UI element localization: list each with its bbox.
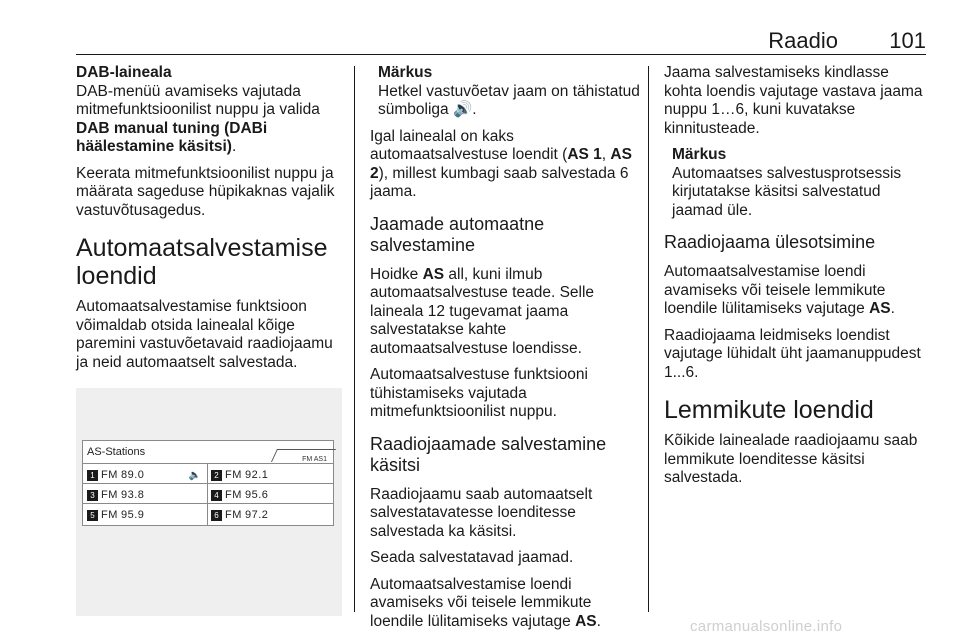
page-header [76, 28, 926, 54]
paragraph-cancel: Automaatsalvestuse funktsiooni tühistamiseks vajutada mitmefunktsioonilist nuppu. [370, 366, 588, 420]
note-text-end: . [472, 101, 477, 118]
page-number: 101 [889, 28, 926, 53]
p2-end: . [890, 300, 895, 317]
heading-favourite-lists: Lemmikute loendid [664, 396, 874, 424]
paragraph-manual-2: Seada salvestatavad jaamad. [370, 549, 574, 566]
note-box-1 [378, 64, 640, 120]
note-text-body: Hetkel vastuvõetav jaam on tähistatud sümboliga [378, 82, 640, 118]
dab-paragraph-1 [76, 83, 342, 157]
p6-end: . [596, 612, 601, 630]
header-rule [76, 54, 926, 55]
station-frequency: 93.8 [120, 489, 145, 501]
station-frequency: 95.6 [244, 489, 269, 501]
heading-station-retrieval: Raadiojaama ülesotsimine [664, 232, 876, 252]
paragraph-as-lists [370, 128, 640, 202]
station-band: FM [101, 469, 118, 481]
note-title: Märkus [672, 146, 727, 163]
preset-number: 6 [211, 510, 222, 521]
speaker-icon: 🔊 [452, 101, 473, 118]
note-box-2 [672, 146, 930, 220]
dab-heading: DAB-laineala [76, 64, 172, 81]
station-preset-5[interactable] [87, 506, 205, 524]
station-preset-6[interactable] [211, 506, 329, 524]
screen-title: AS-Stations [87, 446, 146, 458]
preset-number: 4 [211, 490, 222, 501]
station-band: FM [225, 469, 242, 481]
p1-text: Igal lainealal on kaks automaatsalvestuse loendit ( [370, 127, 568, 163]
preset-number: 5 [87, 510, 98, 521]
note-text [378, 83, 640, 120]
as-label: AS [869, 300, 891, 317]
p2-text: Automaatsalvestamise loendi avamiseks või teisele lemmikute loendile lülitamiseks vajutage [664, 263, 886, 317]
as-stations-screen [82, 440, 334, 526]
station-frequency: 97.2 [244, 509, 269, 521]
station-preset-4[interactable] [211, 486, 329, 504]
column-3 [664, 64, 930, 496]
screen-tab-label: FM AS1 [302, 456, 327, 463]
note-text: Automaatses salvestusprotsessis kirjutatakse käsitsi salvestatud jaamad üle. [672, 164, 902, 219]
preset-number: 3 [87, 490, 98, 501]
paragraph-retrieval-2: Raadiojaama leidmiseks loendist vajutage lühidalt üht jaamanuppudest 1...6. [664, 326, 921, 381]
p2-end: all, kuni ilmub automaatsalvestuse teade. Selle laineala 12 tugevamat jaama salvestatakse kahte automaatsalvestuse loendisse. [370, 265, 595, 357]
station-frequency: 89.0 [120, 469, 145, 481]
dab-manual-tuning-label: DAB manual tuning (DABi häälestamine käsitsi) [76, 119, 268, 155]
column-2 [370, 64, 640, 639]
station-preset-3[interactable] [87, 486, 205, 504]
column-1 [76, 64, 342, 616]
grid-line [83, 463, 333, 464]
station-preset-2[interactable] [211, 466, 329, 484]
paragraph-favourites: Kõikide lainealade raadiojaamu saab lemmikute loenditesse käsitsi salvestada. [664, 432, 918, 486]
heading-manual-storing: Raadiojaamade salvestamine käsitsi [370, 433, 607, 475]
p6-text: Automaatsalvestamise loendi avamiseks või teisele lemmikute loendile lülitamiseks vajutage [370, 575, 592, 630]
as-label: AS [575, 612, 597, 630]
speaker-icon: 🔈 [188, 470, 201, 481]
dab-p1-text: DAB-menüü avamiseks vajutada mitmefunktsioonilist nuppu ja valida [76, 82, 320, 118]
column-divider-2 [648, 66, 649, 612]
as-stations-figure [76, 388, 342, 616]
paragraph-store-position: Jaama salvestamiseks kindlasse kohta loendis vajutage vastava jaama nuppu 1…6, kuni kuvatakse kinnitusteade. [664, 64, 923, 137]
station-frequency: 92.1 [244, 469, 269, 481]
station-band: FM [225, 509, 242, 521]
as2-label: AS 2 [370, 146, 632, 182]
grid-line [207, 463, 208, 525]
paragraph-manual-1: Raadiojaamu saab automaatselt salvestatavatesse loenditesse salvestada ka käsitsi. [370, 485, 593, 540]
station-band: FM [225, 489, 242, 501]
heading-auto-storing: Jaamade automaatne salvestamine [370, 213, 545, 255]
station-preset-1[interactable] [87, 466, 205, 484]
watermark: carmanualsonline.info [690, 618, 843, 635]
preset-number: 1 [87, 470, 98, 481]
section-title: Raadio [768, 28, 838, 53]
p2-text: Hoidke [370, 265, 423, 283]
paragraph-retrieval-1 [664, 263, 930, 319]
p1-mid: , [601, 146, 611, 163]
paragraph-manual-3 [370, 576, 640, 632]
station-band: FM [101, 489, 118, 501]
station-frequency: 95.9 [120, 509, 145, 521]
as-label: AS [422, 265, 445, 283]
as1-label: AS 1 [567, 146, 602, 163]
paragraph-hold-as [370, 266, 640, 359]
note-title: Märkus [378, 64, 433, 81]
station-band: FM [101, 509, 118, 521]
dab-paragraph-2: Keerata mitmefunktsioonilist nuppu ja määrata sageduse hüpikaknas vajalik vastuvõtusagedus. [76, 164, 335, 219]
column-divider-1 [354, 66, 355, 612]
heading-autostore-lists: Automaatsalvestamise loendid [76, 234, 328, 290]
p1-end: ), millest kumbagi saab salvestada 6 jaama. [370, 164, 629, 200]
preset-number: 2 [211, 470, 222, 481]
dab-p1-end: . [231, 138, 237, 155]
autostore-paragraph: Automaatsalvestamise funktsioon võimaldab otsida lainealal kõige paremini vastuvõetavaid raadiojaamu ja neid automaatselt salvestada. [76, 298, 333, 371]
